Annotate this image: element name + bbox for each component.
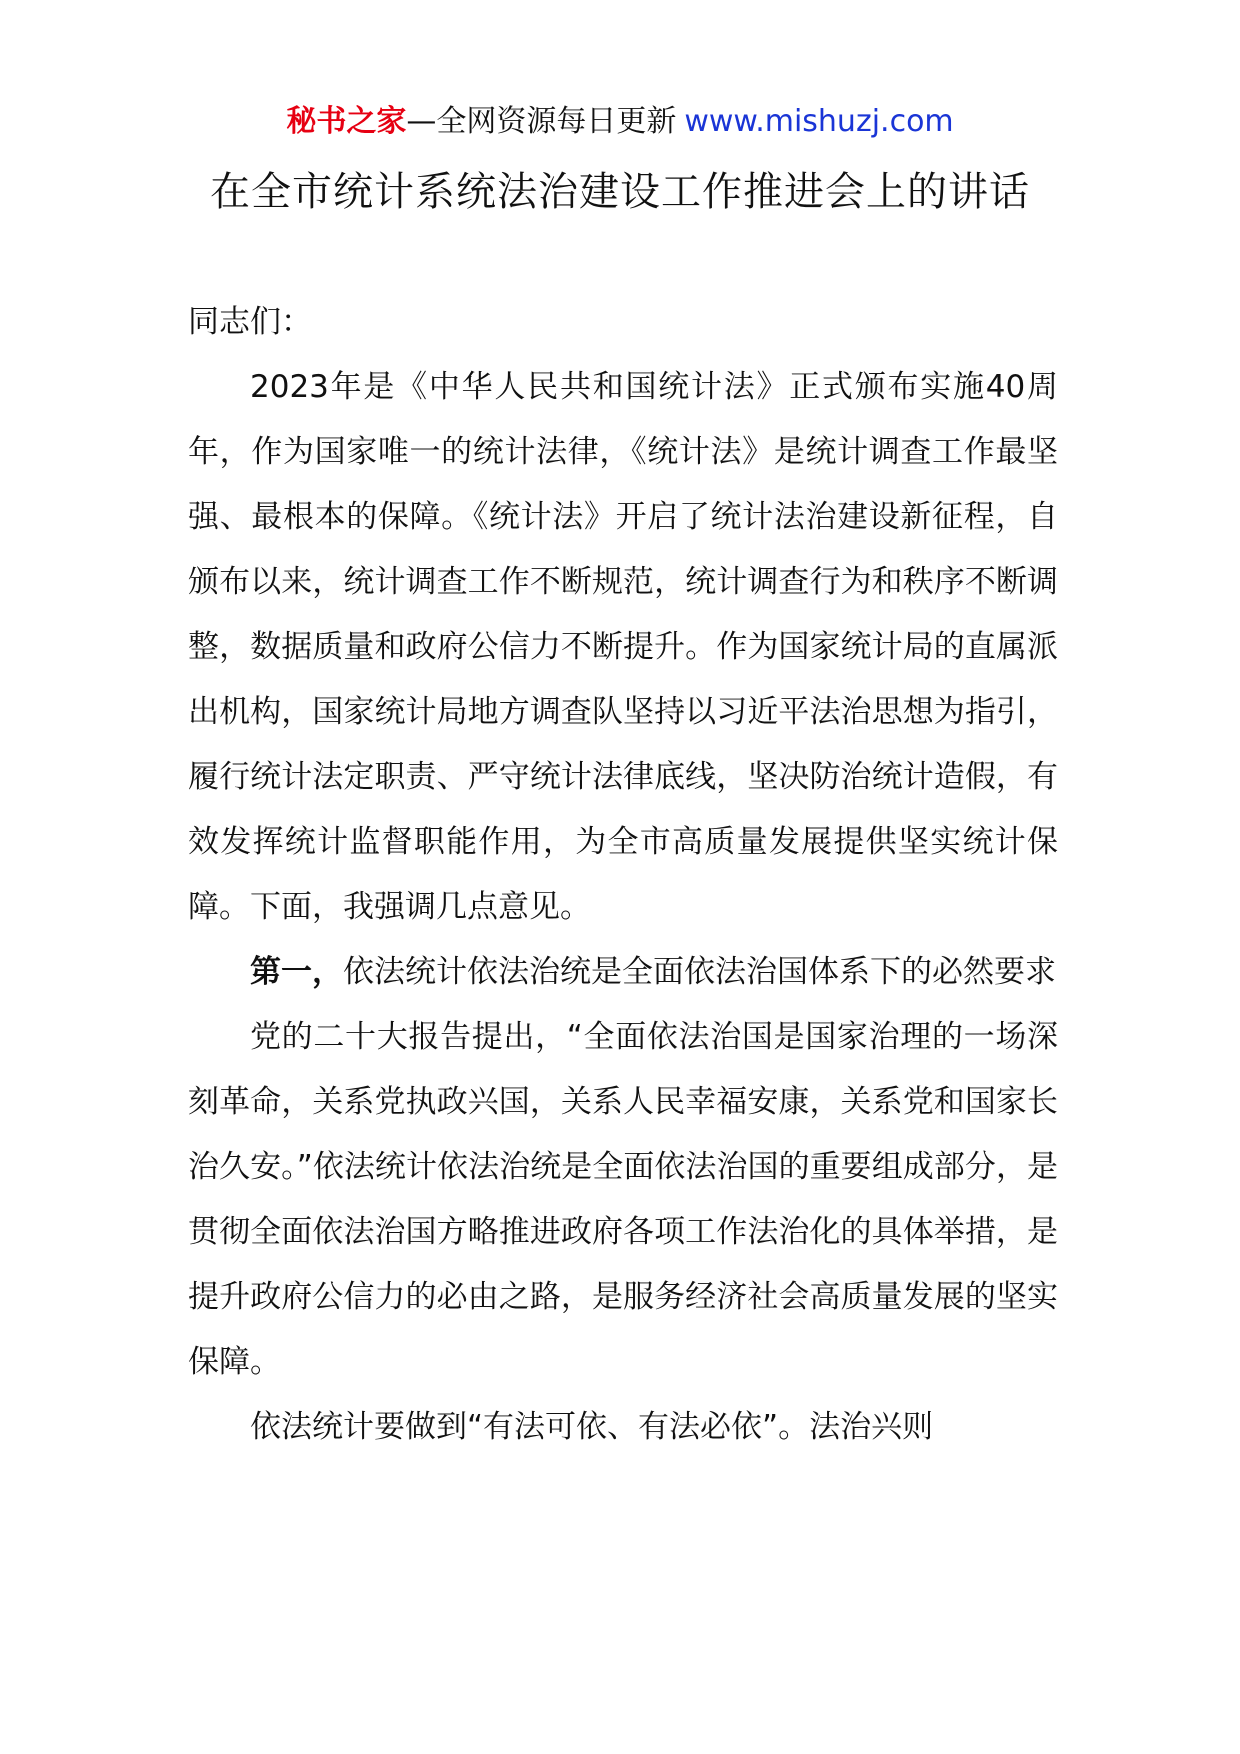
paragraph-report: 党的二十大报告提出，“全面依法治国是国家治理的一场深刻革命，关系党执政兴国，关系人民幸福安康，关系党和国家长治久安。”依法统计依法治统是全面依法治国的重要组成部分，是贯彻全面依法治国方略推进政府各项工作法治化的具体举措，是提升政府公信力的必由之路，是服务经济社会高质量发展的坚实保障。 <box>188 1019 1058 1380</box>
section-lead: 第一， <box>250 954 343 990</box>
salutation: 同志们： <box>188 304 312 340</box>
section-heading-text: 依法统计依法治统是全面依法治国体系下的必然要求 <box>343 954 1056 990</box>
section-heading-1 <box>188 940 1058 1005</box>
site-url-link[interactable]: www.mishuzj.com <box>684 104 954 139</box>
header-tagline: —全网资源每日更新 <box>406 104 677 139</box>
paragraph-rule-of-law: 依法统计要做到“有法可依、有法必依”。法治兴则 <box>250 1409 934 1445</box>
document-body <box>188 290 1058 1460</box>
document-title: 在全市统计系统法治建设工作推进会上的讲话 <box>210 169 1030 215</box>
site-header <box>0 100 1240 144</box>
paragraph-intro: 2023年是《中华人民共和国统计法》正式颁布实施40周年，作为国家唯一的统计法律，《统计法》是统计调查工作最坚强、最根本的保障。《统计法》开启了统计法治建设新征程，自颁布以来，统计调查工作不断规范，统计调查行为和秩序不断调整，数据质量和政府公信力不断提升。作为国家统计局的直属派出机构，国家统计局地方调查队坚持以习近平法治思想为指引，履行统计法定职责、严守统计法律底线，坚决防治统计造假，有效发挥统计监督职能作用，为全市高质量发展提供坚实统计保障。下面，我强调几点意见。 <box>188 369 1058 925</box>
brand-name: 秘书之家 <box>286 104 407 139</box>
